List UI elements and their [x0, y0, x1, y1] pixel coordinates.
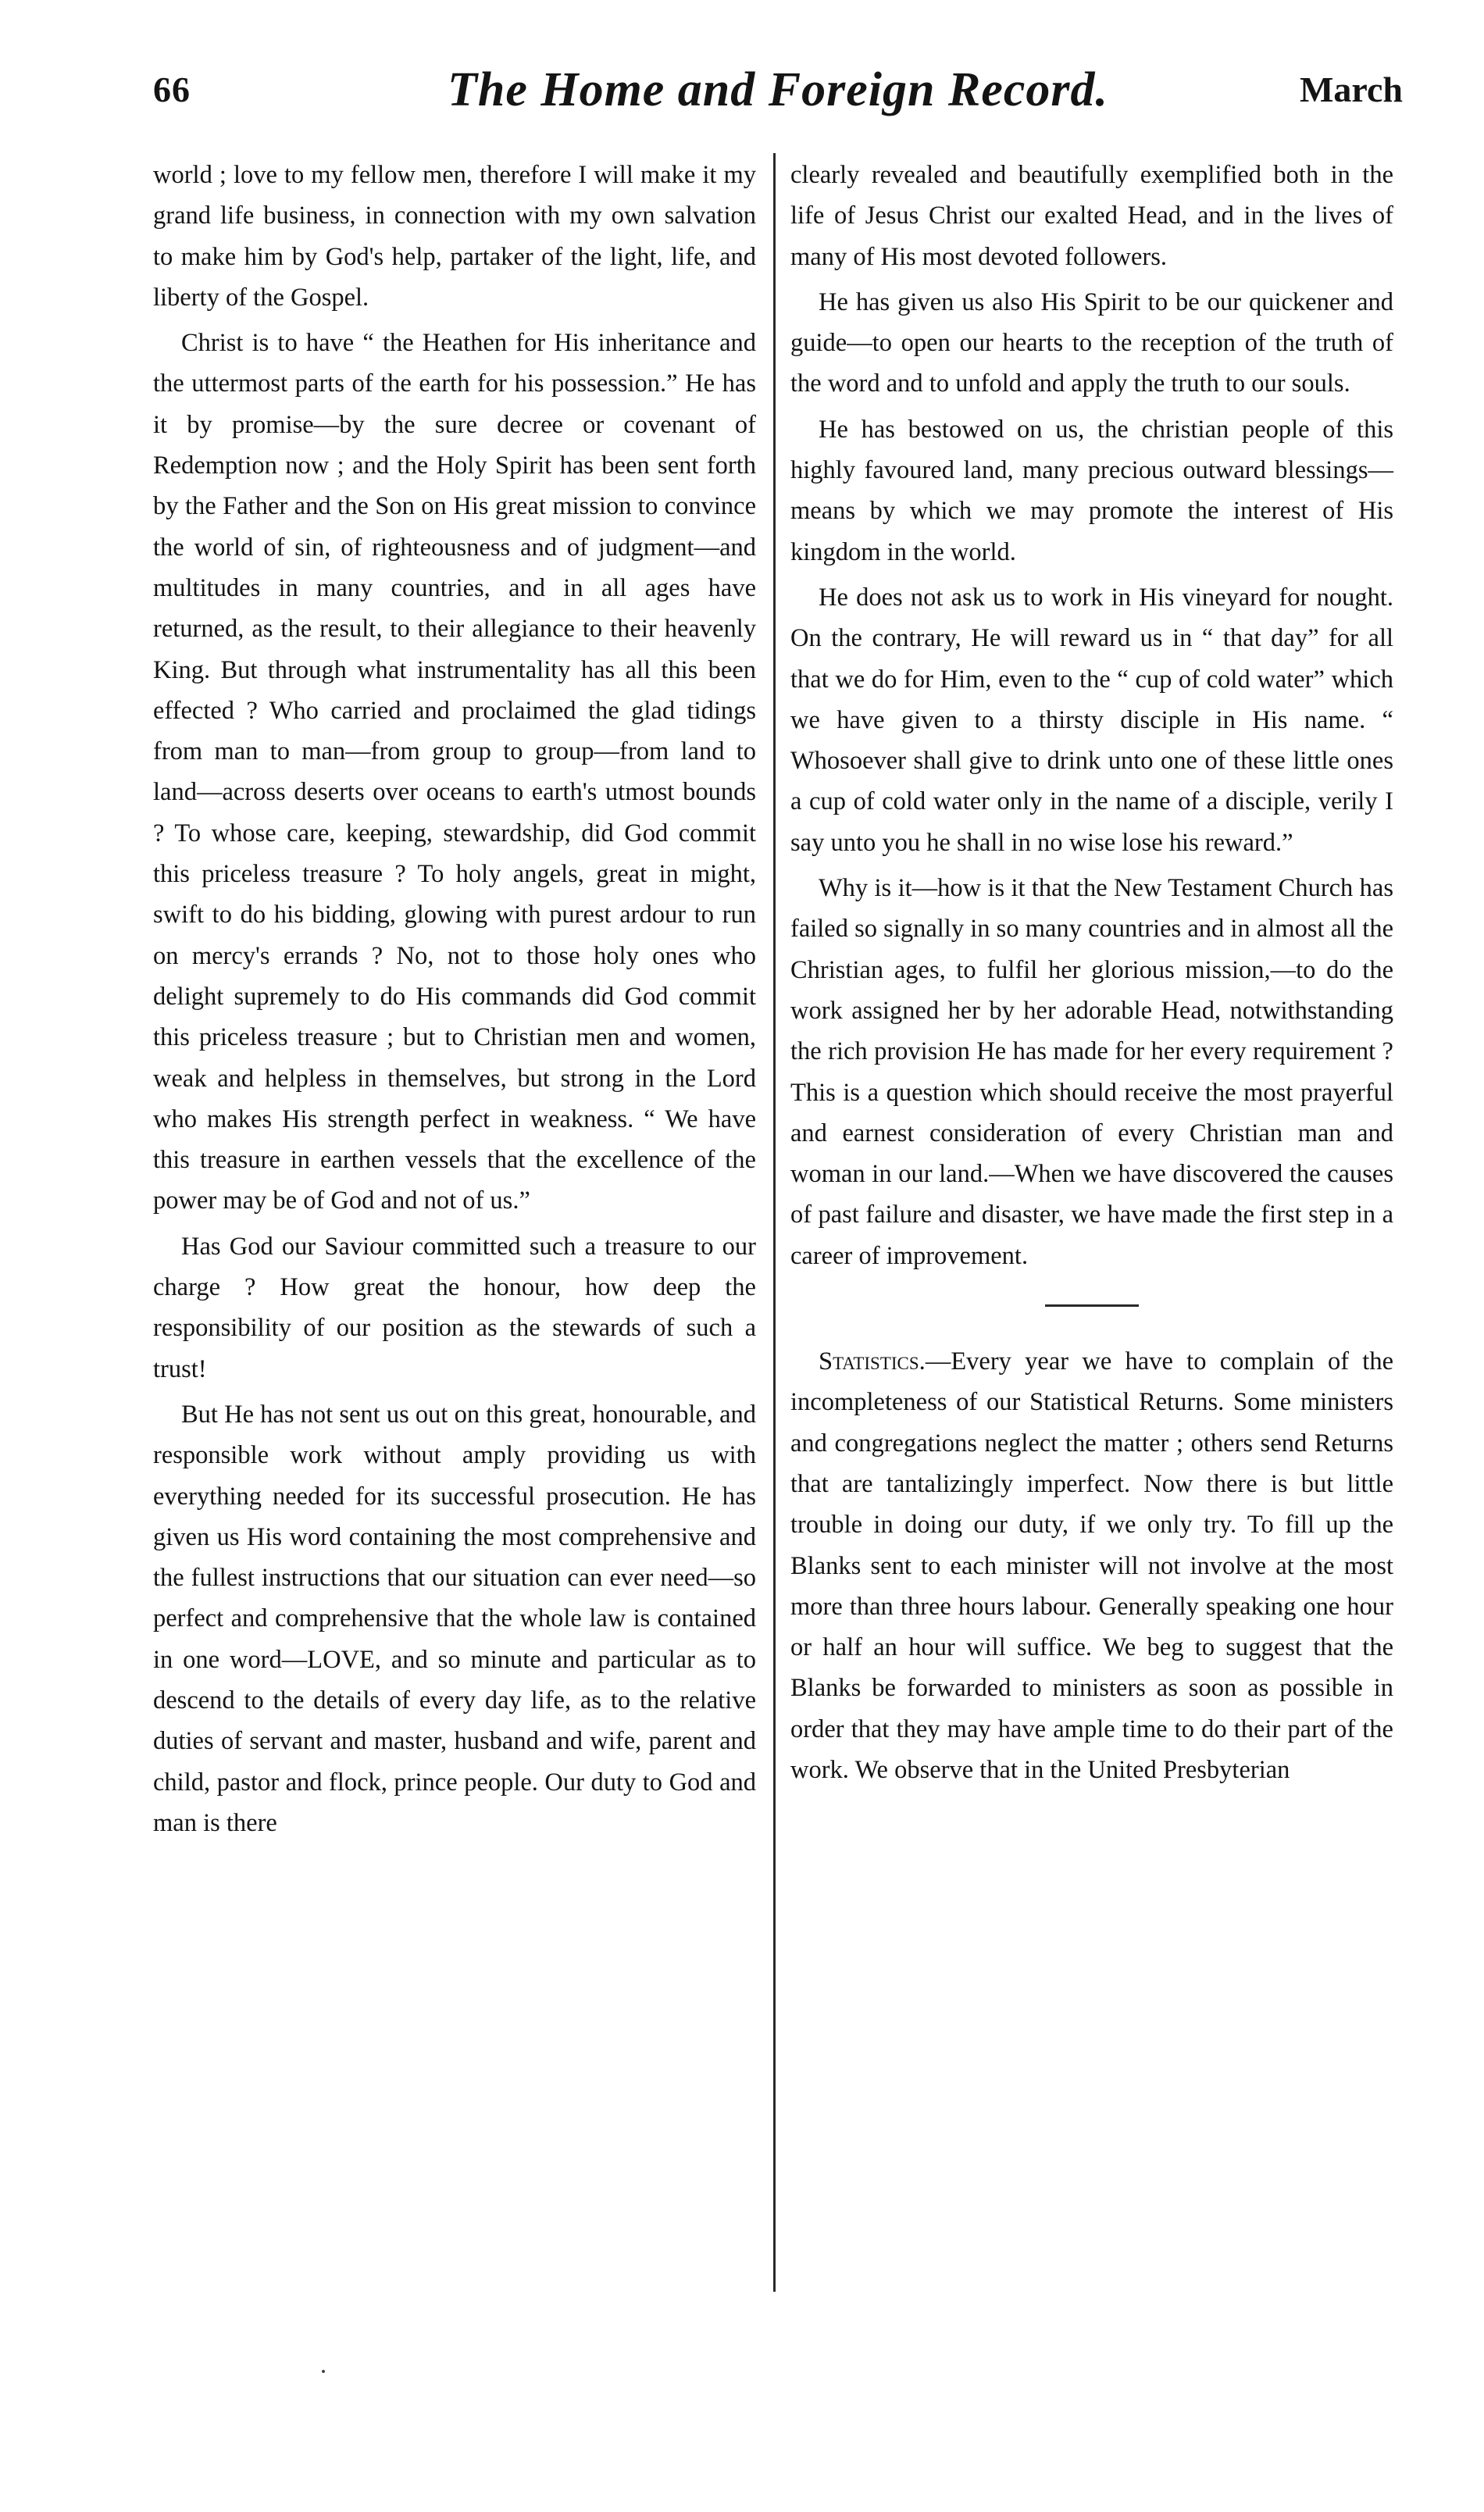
statistics-heading: Statistics.: [819, 1347, 926, 1376]
running-head-month: March: [1299, 70, 1403, 109]
paragraph: He has given us also His Spirit to be our quickener and guide—to open our hearts to the reception of the truth of the word and to unfold and apply the truth to our souls.: [790, 287, 1393, 398]
journal-title: The Home and Foreign Record.: [447, 63, 1109, 116]
paragraph: Christ is to have “ the Heathen for His inheritance and the uttermost parts of the earth for his possession.” He has it by promise—by the sure decree or covenant of Redemption now ; and the Holy Spirit has been sent forth by the Father and the Son on His great mission to convince the world of sin, of righteousness and of judgment—and multitudes in many countries, and in all ages have returned, as the result, to their allegiance to their heavenly King. But through what instrumentality has all this been effected ? Who carried and proclaimed the glad tidings from man to man—from group to group—from land to land—across deserts over oceans to earth's utmost bounds ? To whose care, keeping, stewardship, did God commit this priceless treasure ? To holy angels, great in might, swift to do his bidding, glowing with purest ardour to run on mercy's errands ? No, not to those holy ones who delight supremely to do His commands did God commit this priceless treasure ; but to Christian men and women, weak and helpless in themselves, but strong in the Lord who makes His strength perfect in weakness. “ We have this treasure in earthen vessels that the excellence of the power may be of God and not of us.”: [153, 329, 756, 1215]
statistics-paragraph: [790, 1341, 1393, 1790]
paragraph: Why is it—how is it that the New Testament Church has failed so signally in so many countries and in almost all the Christian ages, to fulfil her glorious mission,—to do the work assigned her by her adorable Head, notwithstanding the rich provision He has made for her every requirement ? This is a question which should receive the most prayerful and earnest consideration of every Christian man and woman in our land.—When we have discovered the causes of past failure and disaster, we have made the first step in a career of improvement.: [790, 874, 1393, 1270]
left-column: [153, 155, 756, 1848]
paragraph-continued: clearly revealed and beautifully exemplified both in the life of Jesus Christ our exalted Head, and in the lives of many of His most devoted followers.: [790, 161, 1393, 271]
ink-speck: [322, 2370, 325, 2373]
section-divider: [1045, 1304, 1139, 1307]
page-number: 66: [153, 70, 191, 109]
page-header: [153, 62, 1403, 147]
paragraph-continued: world ; love to my fellow men, therefore I will make it my grand life business, in connection with my own salvation to make him by God's help, partaker of the light, life, and liberty of the Gospel.: [153, 161, 756, 312]
column-divider: [773, 153, 776, 2292]
statistics-body: —Every year we have to complain of the incompleteness of our Statistical Returns. Some ministers and congregations neglect the matter ; others send Returns that are tantalizingly imperfect. Now there is but little trouble in doing our duty, if we only try. To fill up the Blanks sent to each minister will not involve at the most more than three hours labour. Generally speaking one hour or half an hour will suffice. We beg to suggest that the Blanks be forwarded to ministers as soon as possible in order that they may have ample time to do their part of the work. We observe that in the United Presbyterian: [790, 1347, 1393, 1784]
paragraph: But He has not sent us out on this great, honourable, and responsible work without amply providing us with everything needed for its successful prosecution. He has given us His word containing the most comprehensive and the fullest instructions that our situation can ever need—so perfect and comprehensive that the whole law is contained in one word—LOVE, and so minute and particular as to descend to the details of every day life, as to the relative duties of servant and master, husband and wife, parent and child, pastor and flock, prince people. Our duty to God and man is there: [153, 1400, 756, 1837]
right-column: [790, 155, 1393, 1795]
paragraph: He has bestowed on us, the christian people of this highly favoured land, many precious outward blessings—means by which we may promote the interest of His kingdom in the world.: [790, 415, 1393, 566]
paragraph: He does not ask us to work in His vineyard for nought. On the contrary, He will reward us in “ that day” for all that we do for Him, even to the “ cup of cold water” which we have given to a thirsty disciple in His name. “ Whosoever shall give to drink unto one of these little ones a cup of cold water only in the name of a disciple, verily I say unto you he shall in no wise lose his reward.”: [790, 583, 1393, 857]
paragraph: Has God our Saviour committed such a treasure to our charge ? How great the honour, how deep the responsibility of our position as the stewards of such a trust!: [153, 1232, 756, 1383]
